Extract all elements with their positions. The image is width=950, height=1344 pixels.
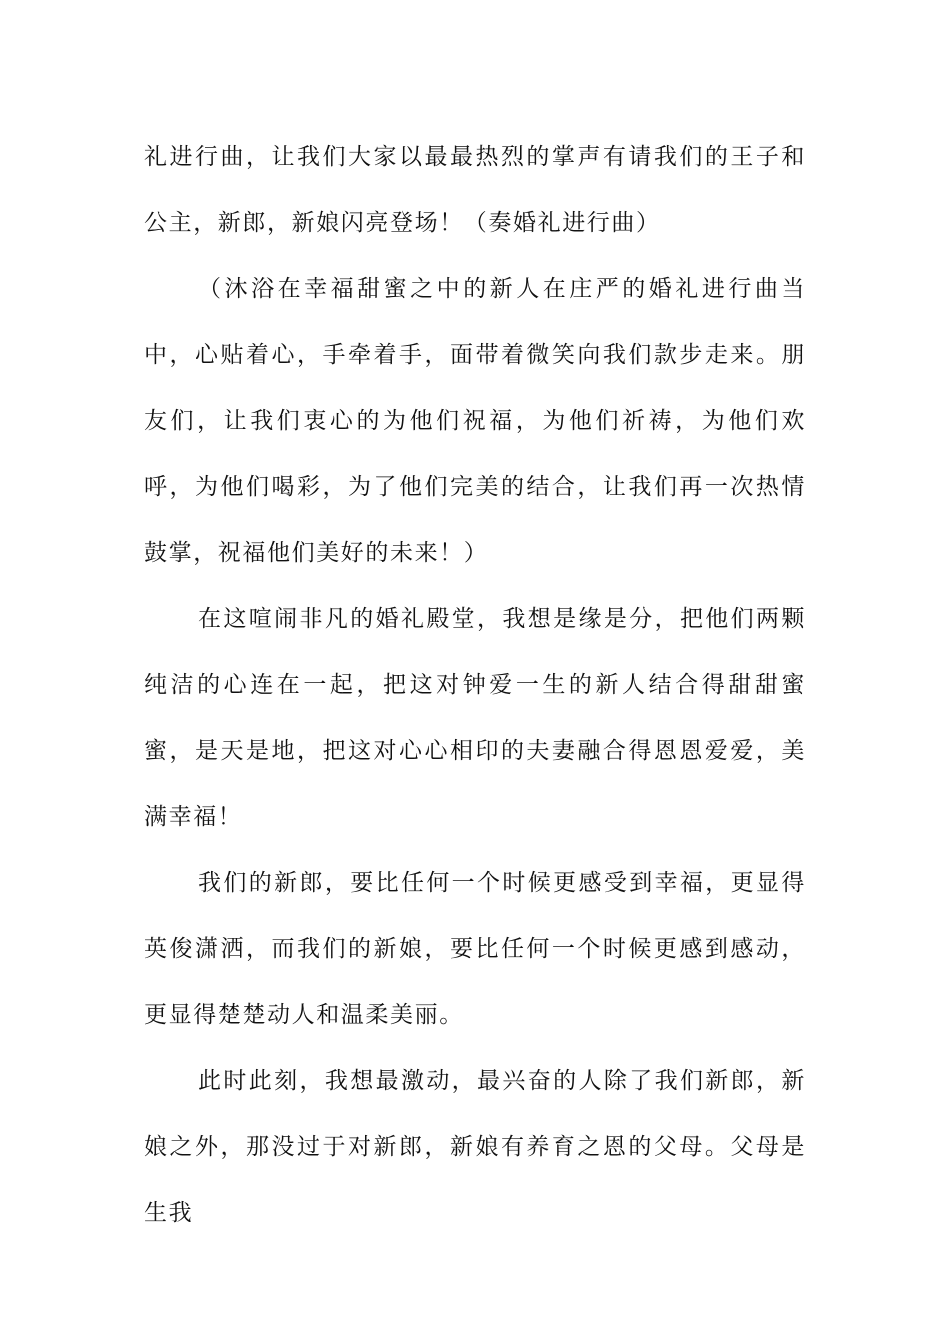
paragraph: 在这喧闹非凡的婚礼殿堂，我想是缘是分，把他们两颗纯洁的心连在一起，把这对钟爱一生的新人结合得甜甜蜜蜜，是天是地，把这对心心相印的夫妻融合得恩恩爱爱，美满幸福！ bbox=[144, 606, 806, 830]
body-text bbox=[144, 124, 806, 1246]
paragraph-continued: 礼进行曲，让我们大家以最最热烈的掌声有请我们的王子和公主，新郎，新娘闪亮登场！（奏婚礼进行曲） bbox=[144, 144, 806, 236]
paragraph: 此时此刻，我想最激动，最兴奋的人除了我们新郎，新娘之外，那没过于对新郎，新娘有养育之恩的父母。父母是生我 bbox=[144, 1068, 806, 1226]
paragraph: （沐浴在幸福甜蜜之中的新人在庄严的婚礼进行曲当中，心贴着心，手牵着手，面带着微笑向我们款步走来。朋友们，让我们衷心的为他们祝福，为他们祈祷，为他们欢呼，为他们喝彩，为了他们完美的结合，让我们再一次热情鼓掌，祝福他们美好的未来！） bbox=[144, 276, 806, 566]
paragraph: 我们的新郎，要比任何一个时候更感受到幸福，更显得英俊潇洒，而我们的新娘，要比任何一个时候更感到感动，更显得楚楚动人和温柔美丽。 bbox=[144, 870, 806, 1028]
